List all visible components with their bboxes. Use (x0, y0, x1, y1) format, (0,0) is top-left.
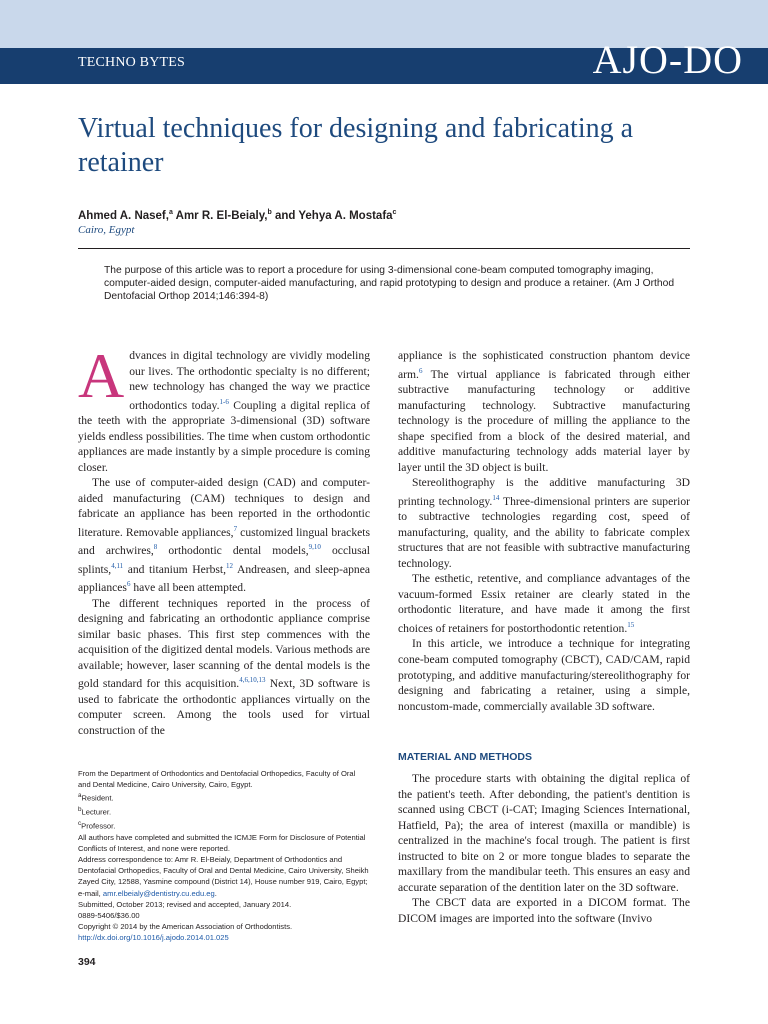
footnote-mark: a (78, 792, 82, 800)
footnote (78, 818, 370, 832)
footnote: All authors have completed and submitted the ICMJE Form for Disclosure of Potential Conflicts of Interest, and none were reported. (78, 832, 366, 853)
affiliation: Cairo, Egypt (78, 224, 135, 236)
section-heading: MATERIAL AND METHODS (398, 751, 532, 763)
text-run: The different techniques reported in the process of designing and fabricating an orthodontic appliance comprise similar basic phases. This first step commences with the acquisition of the digitized dental models. Various methods are available; however, laser scanning of the dental models is the gold standard for this acquisition. (78, 596, 370, 691)
footnote-text: Address correspondence to: Amr R. El-Beialy, Department of Orthodontics and Dentofacial Orthopedics, Faculty of Oral and Dental Medicine, Cairo University, Sheikh Zayed City, 12588, Yasmine compound (District 14), House number 919, Cairo, Egypt; e-mail, (78, 855, 369, 898)
drop-cap: A (78, 340, 125, 411)
divider-rule (78, 248, 690, 249)
body-paragraph: In this article, we introduce a technique for integrating cone-beam computed tomography (CBCT), CAD/CAM, rapid prototyping, and additive manufacturing/stereolithography for designing and fabricating a retainer, using a simple, noncustom-made, commercially available 3D software. (398, 637, 690, 713)
body-paragraph (78, 340, 370, 475)
body-paragraph: The procedure starts with obtaining the digital replica of the patient's teeth. After debonding, the patient's dentition is scanned using CBCT (i-CAT; Imaging Sciences International, Hatfield, Pa); the area of interest (maxilla or mandible) is centralized in the machine's focal trough. The patient is first instructed to bite on 2 or more tongue blades to separate the maxillary from the mandibular teeth. This ensures an easy and accurate separation of the dentition later on the 3D software. (398, 772, 690, 894)
text-run: Stereolithography is the additive manufacturing 3D printing technology. (398, 476, 690, 508)
text-run: and titanium Herbst, (123, 562, 227, 576)
author-list (78, 209, 396, 222)
reference-link[interactable]: 9,10 (308, 543, 321, 552)
body-column-right (398, 348, 690, 714)
footnote-text: Professor. (81, 821, 116, 831)
text-run: appliance is the sophisticated construction phantom device arm. (398, 349, 690, 381)
journal-logo: AJO-DO (592, 37, 743, 82)
body-paragraph (78, 596, 370, 739)
footnote-text: Lecturer. (81, 807, 112, 817)
body-paragraph: The CBCT data are exported in a DICOM format. The DICOM images are imported into the software (Invivo (398, 896, 690, 925)
reference-link[interactable]: 4,6,10,13 (239, 676, 266, 685)
author-name: Amr R. El-Beialy, (172, 209, 268, 222)
body-column-right-lower (398, 771, 690, 926)
reference-link[interactable]: 6 (418, 366, 423, 375)
reference-link[interactable]: 15 (627, 621, 635, 630)
section-label: TECHNO BYTES (78, 55, 186, 70)
text-run: occlusal splints, (78, 544, 370, 576)
reference-link[interactable]: 7 (233, 524, 238, 533)
footnote-mark: b (78, 806, 82, 814)
text-run: Three-dimensional printers are superior to subtractive technologies regarding cost, speed of manufacturing, quality, and the ability to fabricate complex structures that are not feasible with subtractive manufacturing technology. (398, 494, 690, 570)
footnote (78, 932, 370, 943)
footnote: Copyright © 2014 by the American Association of Orthodontists. (78, 922, 293, 932)
reference-link[interactable]: 12 (226, 561, 234, 570)
reference-link[interactable]: 8 (153, 543, 158, 552)
author-mark: c (392, 209, 397, 216)
text-run: have all been attempted. (130, 580, 247, 594)
footnote: 0889-5406/$36.00 (78, 911, 140, 921)
body-paragraph (398, 348, 690, 475)
text-run: dvances in digital technology are vividly modeling our lives. The orthodontic specialty is no different; new technology has changed the way we practice orthodontics today. (129, 349, 370, 412)
reference-link[interactable]: 6 (126, 580, 131, 589)
reference-link[interactable]: 4,11 (111, 561, 124, 570)
footnote: From the Department of Orthodontics and Dentofacial Orthopedics, Faculty of Oral and Dental Medicine, Cairo University, Cairo, Egypt. (78, 769, 356, 790)
page-number: 394 (78, 956, 96, 968)
article-title: Virtual techniques for designing and fabricating a retainer (78, 113, 634, 178)
body-paragraph (398, 475, 690, 571)
body-paragraph (78, 475, 370, 595)
text-run: orthodontic dental models, (157, 544, 309, 558)
footnote (78, 854, 370, 899)
body-column-left (78, 340, 370, 738)
text-run: The use of computer-aided design (CAD) and computer-aided manufacturing (CAM) techniques to design and fabricate an appliance has been reported in the orthodontic literature. Removable appliances, (78, 476, 370, 539)
footnote: Submitted, October 2013; revised and accepted, January 2014. (78, 899, 292, 909)
text-run: Andreasen, and sleep-apnea appliances (78, 562, 370, 594)
footnote-text: . (214, 888, 217, 898)
text-run: The esthetic, retentive, and compliance advantages of the vacuum-formed Essix retainer are clearly stated in the orthodontic literature, and have made it among the first choices of retainers for postorthodontic retention. (398, 572, 690, 635)
email-link[interactable]: amr.elbeialy@dentistry.cu.edu.eg (102, 888, 215, 898)
text-run: Coupling a digital replica of the teeth with the appropriate 3-dimensional (3D) software yields endless possibilities. The time when custom orthodontic appliances are made instantly by a simple procedure is coming closer. (78, 398, 370, 474)
author-mark: a (168, 209, 173, 216)
author-name: and Yehya A. Mostafa (271, 209, 393, 222)
footnotes (78, 768, 370, 944)
text-run: Next, 3D software is used to fabricate the orthodontic appliances virtually on the computer screen. Among the tools used for virtual construction of the (78, 677, 370, 737)
footnote-mark: c (78, 819, 82, 827)
doi-link[interactable]: http://dx.doi.org/10.1016/j.ajodo.2014.01.025 (78, 933, 229, 943)
text-run: The virtual appliance is fabricated through either subtractive manufacturing technology or additive manufacturing technology. Subtractive manufacturing technology is the procedure of milling the appliance to the shape specified from a block of the desired material, and additive manufacturing technology adds material layer by layer until the 3D object is built. (398, 367, 690, 474)
abstract: The purpose of this article was to report a procedure for using 3-dimensional cone-beam computed tomography imaging, computer-aided design, computer-aided manufacturing, and rapid prototyping to design and produce a retainer. (Am J Orthod Dentofacial Orthop 2014;146:394-8) (104, 265, 675, 303)
footnote (78, 790, 370, 804)
author-name: Ahmed A. Nasef, (78, 209, 169, 222)
author-mark: b (267, 209, 272, 216)
footnote-text: Resident. (81, 793, 114, 803)
footnote (78, 804, 370, 818)
body-paragraph (398, 571, 690, 636)
reference-link[interactable]: 1-6 (219, 397, 229, 406)
text-run: customized lingual brackets and archwires, (78, 525, 370, 558)
reference-link[interactable]: 14 (492, 493, 500, 502)
